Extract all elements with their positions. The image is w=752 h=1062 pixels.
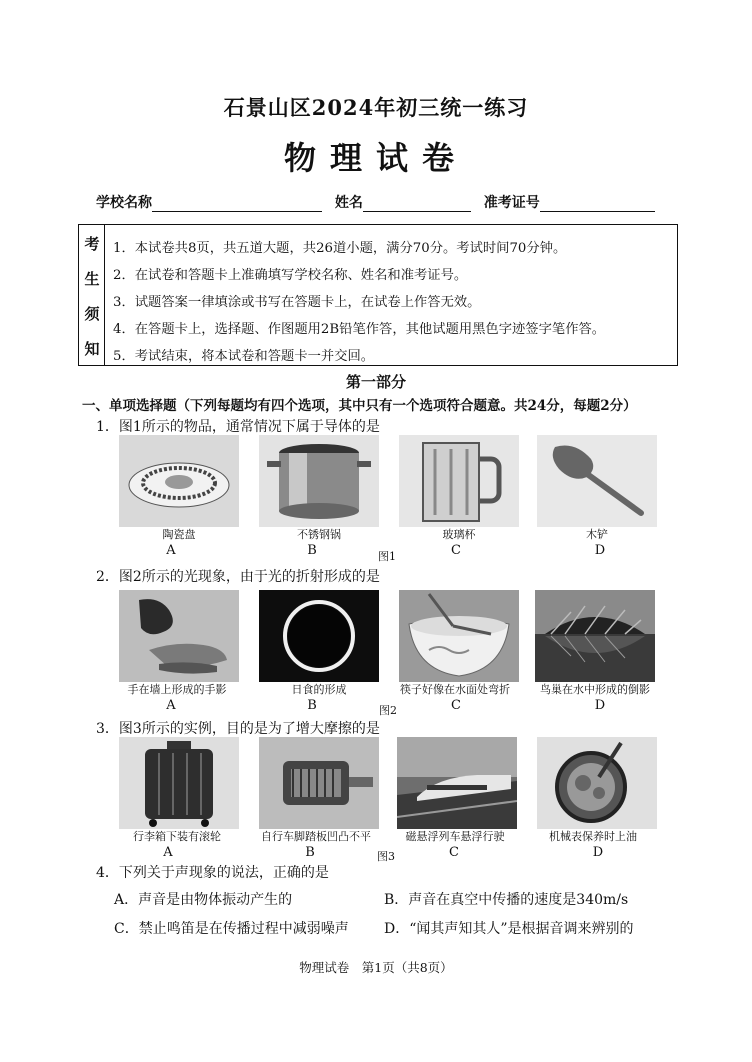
choice-caption: 陶瓷盘 xyxy=(162,528,196,541)
steel-pot-photo xyxy=(259,435,379,527)
figure-label: 图1 xyxy=(378,550,396,563)
choice-letter: C xyxy=(451,698,461,713)
question-3-stem: 3．图3所示的实例，目的是为了增大摩擦的是 xyxy=(96,721,380,737)
question-2-stem: 2．图2所示的光现象，由于光的折射形成的是 xyxy=(96,569,380,585)
choice-letter: A xyxy=(163,845,173,860)
choice-caption: 手在墙上形成的手影 xyxy=(127,683,227,696)
choice-letter: D xyxy=(594,543,606,558)
choice-letter: C xyxy=(449,845,459,860)
question-4-stem: 4．下列关于声现象的说法，正确的是 xyxy=(96,865,329,881)
choice-caption: 自行车脚踏板凹凸不平 xyxy=(261,830,371,843)
notice-char: 须 xyxy=(84,305,100,323)
name-field[interactable] xyxy=(363,197,471,212)
notice-side-label xyxy=(79,225,105,365)
notice-item: 3．试题答案一律填涂或书写在答题卡上，在试卷上作答无效。 xyxy=(113,295,481,310)
name-label: 姓名 xyxy=(334,195,363,211)
choice-caption: 筷子好像在水面处弯折 xyxy=(400,683,510,696)
notice-items xyxy=(113,235,605,370)
choice-letter: A xyxy=(166,543,176,558)
part-title: 第一部分 xyxy=(345,373,406,391)
choice-letter: C xyxy=(451,543,461,558)
figure-label: 图3 xyxy=(377,850,395,863)
solar-eclipse-photo xyxy=(259,590,379,682)
bike-pedal-photo xyxy=(259,737,379,829)
choice-caption: 木铲 xyxy=(586,528,608,541)
exam-id-label: 准考证号 xyxy=(483,195,540,211)
choice-letter: B xyxy=(305,845,315,860)
wooden-spatula-photo xyxy=(537,435,657,527)
figure-label: 图2 xyxy=(379,704,397,717)
watch-oiling-photo xyxy=(537,737,657,829)
option-b[interactable]: B．声音在真空中传播的速度是340m/s xyxy=(384,892,629,908)
choice-letter: D xyxy=(592,845,604,860)
ceramic-plate-photo xyxy=(119,435,239,527)
hand-shadow-photo xyxy=(119,590,239,682)
notice-item: 1．本试卷共8页，共五道大题，共26道小题，满分70分。考试时间70分钟。 xyxy=(113,241,567,256)
maglev-train-photo xyxy=(397,737,517,829)
exam-id-field[interactable] xyxy=(540,197,655,212)
notice-item: 4．在答题卡上，选择题、作图题用2B铅笔作答，其他试题用黑色字迹签字笔作答。 xyxy=(113,322,606,337)
choice-caption: 日食的形成 xyxy=(291,683,347,696)
choice-caption: 鸟巢在水中形成的倒影 xyxy=(540,683,650,696)
exam-title: 石景山区2024年初三统一练习 xyxy=(223,95,529,120)
option-d[interactable]: D．“闻其声知其人”是根据音调来辨别的 xyxy=(384,921,634,937)
option-c[interactable]: C．禁止鸣笛是在传播过程中减弱噪声 xyxy=(114,921,349,937)
notice-char: 考 xyxy=(84,235,100,253)
choice-caption: 不锈钢锅 xyxy=(297,528,341,541)
page-footer: 物理试卷 第1页（共8页） xyxy=(299,960,453,975)
choice-caption: 磁悬浮列车悬浮行驶 xyxy=(405,830,505,843)
choice-caption: 机械表保养时上油 xyxy=(549,830,637,843)
chopstick-bowl-photo xyxy=(399,590,519,682)
glass-mug-photo xyxy=(399,435,519,527)
choice-caption: 行李箱下装有滚轮 xyxy=(133,830,221,843)
choice-caption: 玻璃杯 xyxy=(442,528,476,541)
school-label: 学校名称 xyxy=(96,195,152,211)
section-title: 一、单项选择题（下列每题均有四个选项，其中只有一个选项符合题意。共24分，每题2分） xyxy=(82,398,637,414)
choice-letter: D xyxy=(594,698,606,713)
birds-nest-reflection-photo xyxy=(535,590,655,682)
notice-item: 2．在试卷和答题卡上准确填写学校名称、姓名和准考证号。 xyxy=(113,268,468,283)
exam-notice-box xyxy=(78,224,678,366)
student-info-row xyxy=(96,192,663,212)
suitcase-photo xyxy=(119,737,239,829)
notice-char: 知 xyxy=(84,340,100,358)
notice-char: 生 xyxy=(84,270,100,288)
option-a[interactable]: A．声音是由物体振动产生的 xyxy=(114,892,293,908)
question-1-stem: 1．图1所示的物品，通常情况下属于导体的是 xyxy=(96,419,380,435)
choice-letter: B xyxy=(307,698,317,713)
notice-item: 5．考试结束，将本试卷和答题卡一并交回。 xyxy=(113,349,375,364)
exam-subject: 物理试卷 xyxy=(283,139,468,177)
choice-letter: B xyxy=(307,543,317,558)
choice-letter: A xyxy=(166,698,176,713)
school-field[interactable] xyxy=(152,197,322,212)
